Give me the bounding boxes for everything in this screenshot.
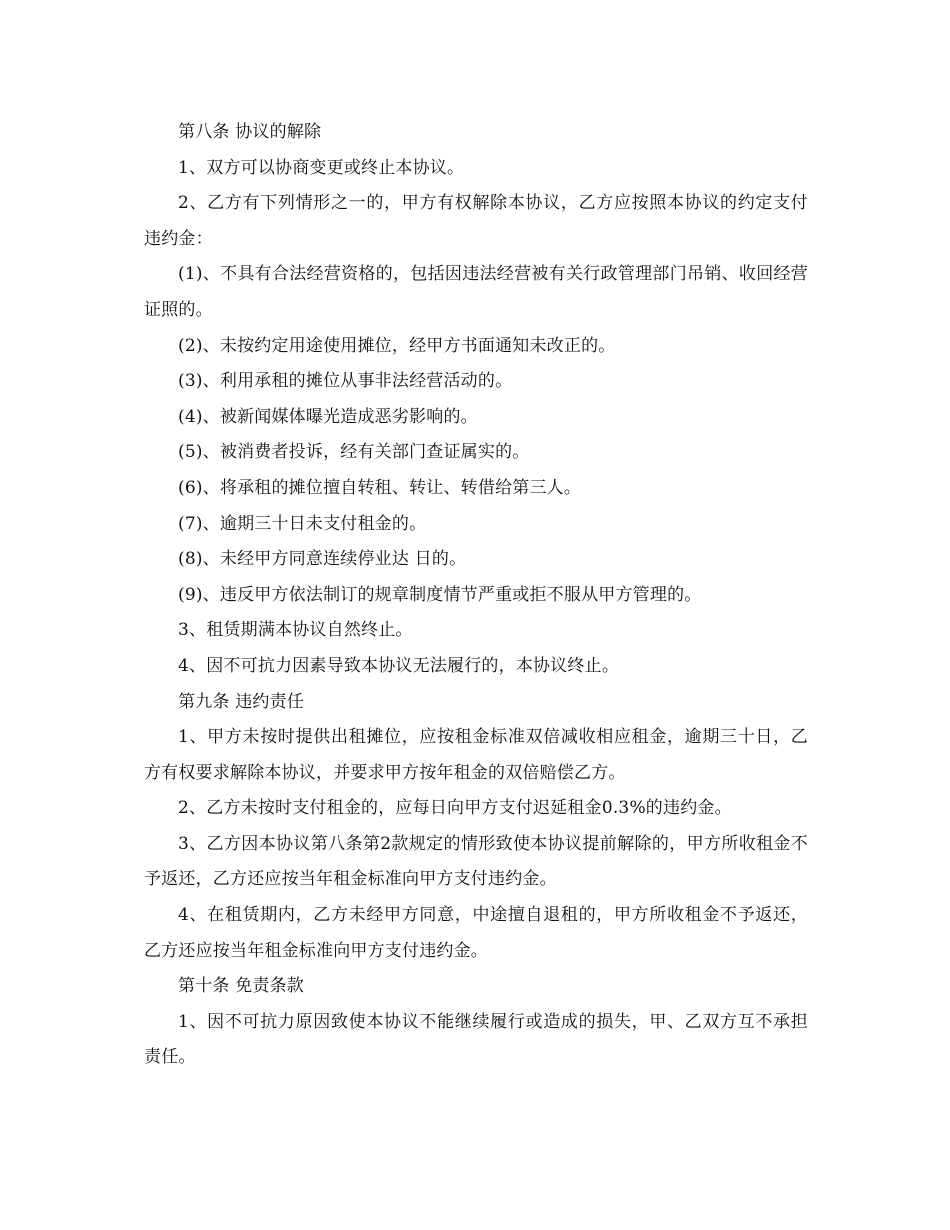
list-item: (4)、被新闻媒体曝光造成恶劣影响的。 (178, 406, 478, 427)
list-item: (2)、未按约定用途使用摊位，经甲方书面通知未改正的。 (178, 335, 616, 356)
paragraph: 3、乙方因本协议第八条第2款规定的情形致使本协议提前解除的，甲方所收租金不予返还，乙方还应按当年租金标准向甲方支付违约金。 (144, 833, 808, 890)
paragraph: 1、甲方未按时提供出租摊位，应按租金标准双倍减收相应租金，逾期三十日，乙方有权要求解除本协议，并要求甲方按年租金的双倍赔偿乙方。 (144, 727, 808, 783)
list-item: (7)、逾期三十日未支付租金的。 (178, 513, 427, 534)
list-item: (3)、利用承租的摊位从事非法经营活动的。 (178, 371, 513, 392)
list-item: (8)、未经甲方同意连续停业达 日的。 (178, 549, 467, 570)
article-10-heading: 第十条 免责条款 (178, 976, 305, 997)
article-8-heading: 第八条 协议的解除 (178, 122, 322, 142)
article-9-heading: 第九条 违约责任 (178, 691, 305, 712)
paragraph: 1、因不可抗力原因致使本协议不能继续履行或造成的损失，甲、乙双方互不承担责任。 (144, 1011, 808, 1068)
list-item: (5)、被消费者投诉，经有关部门查证属实的。 (178, 442, 530, 463)
paragraph: 2、乙方有下列情形之一的，甲方有权解除本协议，乙方应按照本协议的约定支付违约金： (144, 193, 808, 249)
paragraph: 4、在租赁期内，乙方未经甲方同意，中途擅自退租的，甲方所收租金不予返还，乙方还应按当年租金标准向甲方支付违约金。 (144, 905, 808, 961)
paragraph: 2、乙方未按时支付租金的，应每日向甲方支付迟延租金0.3%的违约金。 (178, 798, 732, 819)
list-item: (6)、将承租的摊位擅自转租、转让、转借给第三人。 (178, 477, 582, 498)
list-item: (9)、违反甲方依法制订的规章制度情节严重或拒不服从甲方管理的。 (178, 584, 702, 605)
list-item: (1)、不具有合法经营资格的，包括因违法经营被有关行政管理部门吊销、收回经营证照的。 (144, 264, 808, 320)
paragraph: 4、因不可抗力因素导致本协议无法履行的，本协议终止。 (178, 655, 620, 676)
paragraph: 3、租赁期满本协议自然终止。 (178, 620, 413, 641)
paragraph: 1、双方可以协商变更或终止本协议。 (178, 157, 465, 178)
document-body (144, 115, 808, 1076)
